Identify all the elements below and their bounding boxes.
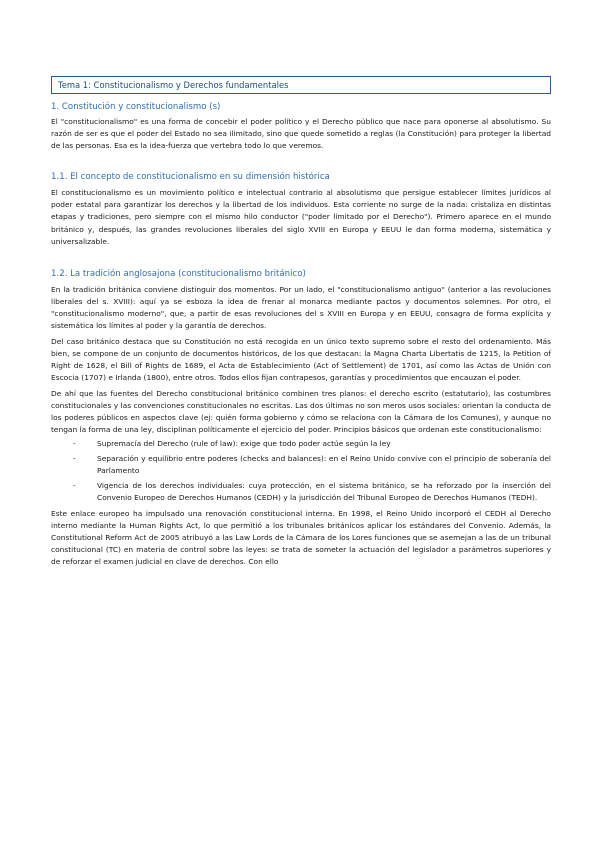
paragraph: Del caso británico destaca que su Constitución no está recogida en un único texto supremo sobre el resto del ordenamiento. Más bien, se compone de un conjunto de documentos históricos, de los que destacan: la Magna Charta Libertatis de 1215, la Petition of Right de 1628, el Bill of Rights de 1689, el Acta de Establecimiento (Act of Settlement) de 1701, así como las Actas de Unión con Escocia (1707) e Irlanda (1800), entre otros. Todos ellos fijan contrapesos, garantías y procedimientos que encauzan el poder.: [51, 336, 551, 382]
paragraph: En la tradición británica conviene distinguir dos momentos. Por un lado, el "constitucionalismo antiguo" (anterior a las revoluciones liberales del s. XVIII): aquí ya se esboza la idea de frenar al monarca mediante pactos y documentos solemnes. Por otro, el "constitucionalismo moderno", que, a partir de esas revoluciones del s XVIII en Europa y en EEUU, consagra de forma explícita y sistemática los límites al poder y la garantía de derechos.: [51, 284, 551, 330]
paragraph: El "constitucionalismo" es una forma de concebir el poder político y el Derecho público que nace para oponerse al absolutismo. Su razón de ser es que el poder del Estado no sea ilimitado, sino que quede sometido a reglas (la Constitución) para proteger la libertad de las personas. Esa es la idea-fuerza que vertebra todo lo que veremos.: [51, 117, 551, 151]
principles-list: [51, 438, 551, 504]
list-item: [51, 438, 551, 450]
section-heading: 1.1. El concepto de constitucionalismo en su dimensión histórica: [51, 172, 330, 183]
list-item-text: Separación y equilibrio entre poderes (checks and balances): en el Reino Unido convive con el principio de soberanía del Parlamento: [97, 453, 551, 475]
document-body: [51, 76, 551, 568]
list-item: [51, 480, 551, 504]
paragraph: De ahí que las fuentes del Derecho constitucional británico combinen tres planos: el derecho escrito (estatutario), las costumbres constitucionales y las convenciones constitucionales no escritas. Las dos últimas no son meros usos sociales: orientan la conducta de los poderes públicos en aspectos clave (ej: quién forma gobierno y cómo se relaciona con la Cámara de los Comunes), y aunque no tengan la forma de una ley, disciplinan políticamente el ejercicio del poder. Principios básicos que ordenan este constitucionalismo:: [51, 388, 551, 434]
list-item-text: Supremacía del Derecho (rule of law): exige que todo poder actúe según la ley: [97, 438, 391, 448]
bullet-dash: -: [73, 438, 76, 448]
document-title: Tema 1: Constitucionalismo y Derechos fundamentales: [51, 76, 551, 94]
list-item-text: Vigencia de los derechos individuales: cuya protección, en el sistema británico, se ha reforzado por la inserción del Convenio Europeo de Derechos Humanos (CEDH) y la jurisdicción del Tribunal Europeo de Derechos Humanos (TEDH).: [97, 480, 551, 502]
paragraph: El constitucionalismo es un movimiento político e intelectual contrario al absolutismo que persigue establecer límites jurídicos al poder estatal para garantizar los derechos y la libertad de los individuos. Esta corriente no surge de la nada: cristaliza en distintas etapas y tradiciones, pero siempre con el mismo hilo conductor ("poder limitado por el Derecho"). Primero aparece en el mundo británico y, después, las grandes revoluciones liberales del siglo XVIII en Europa y EEUU le dan forma moderna, sistemática y universalizable.: [51, 188, 551, 246]
bullet-dash: -: [73, 480, 76, 490]
paragraph: Este enlace europeo ha impulsado una renovación constitucional interna. En 1998, el Reino Unido incorporó el CEDH al Derecho interno mediante la Human Rights Act, lo que permitió a los tribunales británicos aplicar los estándares del Convenio. Además, la Constitutional Reform Act de 2005 atribuyó a las Law Lords de la Cámara de los Lores funciones que se asemejan a las de un tribunal constitucional (TC) en materia de control sobre las leyes: se trata de someter la actuación del legislador a parámetros superiores y de reforzar el examen judicial en clave de derechos. Con ello: [51, 508, 551, 566]
section-heading: 1.2. La tradición anglosajona (constitucionalismo británico): [51, 268, 306, 279]
section-heading: 1. Constitución y constitucionalismo (s): [51, 102, 221, 112]
bullet-dash: -: [73, 453, 76, 463]
list-item: [51, 453, 551, 477]
